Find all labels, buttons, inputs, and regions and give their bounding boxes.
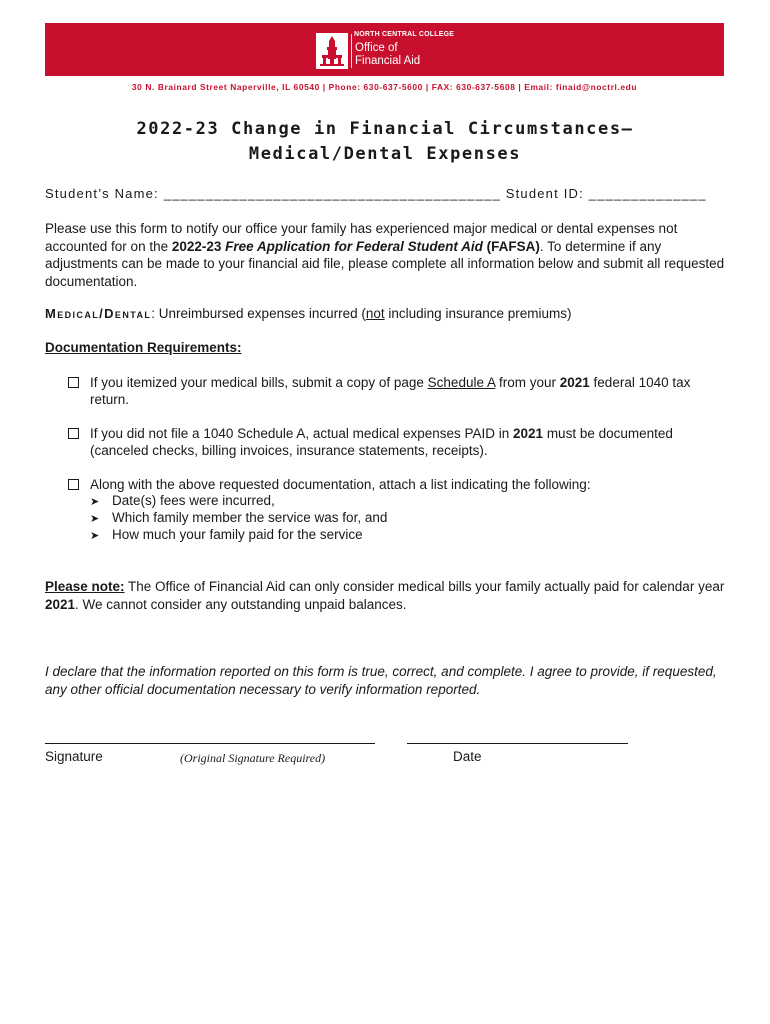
please-note-paragraph xyxy=(45,578,735,613)
page-title-line1: 2022-23 Change in Financial Circumstances– xyxy=(136,119,634,139)
arrow-bullet-icon: ➤ xyxy=(90,513,100,525)
page-title-line2: Medical/Dental Expenses xyxy=(248,144,522,164)
medical-text-2: including insurance premiums) xyxy=(384,306,572,321)
date-label: Date xyxy=(453,749,482,764)
student-id-label: Student ID: xyxy=(505,186,584,201)
student-fields xyxy=(45,186,707,201)
note-label: Please note: xyxy=(45,579,125,594)
checkbox-icon[interactable] xyxy=(68,479,79,490)
note-year: 2021 xyxy=(45,596,76,612)
signature-hint: (Original Signature Required) xyxy=(180,751,326,765)
intro-text-1: Please use this form to notify our office your family has experienced major medical or dental expenses not accounted for on the xyxy=(45,221,678,254)
arrow-bullet-icon: ➤ xyxy=(90,496,100,508)
list-item xyxy=(90,493,275,508)
header-banner xyxy=(45,23,724,76)
list-item xyxy=(90,527,363,542)
subitem-text: How much your family paid for the service xyxy=(112,527,363,542)
list-item xyxy=(90,510,387,525)
item3-text: Along with the above requested documentation, attach a list indicating the following: xyxy=(90,477,591,492)
college-logo xyxy=(316,31,476,71)
checkbox-icon[interactable] xyxy=(68,428,79,439)
intro-year: 2022-23 xyxy=(171,238,226,254)
fafsa-acronym: (FAFSA) xyxy=(482,238,540,254)
student-id-field[interactable]: ______________ xyxy=(588,186,707,201)
signature-label: Signature xyxy=(45,749,103,764)
medical-dental-line xyxy=(45,305,735,323)
note-text-2: . We cannot consider any outstanding unpaid balances. xyxy=(75,596,407,612)
item1-text-1: If you itemized your medical bills, submit a copy of page xyxy=(90,375,428,390)
item2-year: 2021 xyxy=(513,426,544,441)
logo-divider xyxy=(351,34,352,68)
student-name-label: Student’s Name: xyxy=(45,186,159,201)
documentation-heading: Documentation Requirements: xyxy=(45,340,242,355)
item1-year: 2021 xyxy=(559,375,590,390)
schedule-a-text: Schedule A xyxy=(427,375,496,390)
intro-text-2: . To determine if any adjustments can be made to your financial aid file, please complete all information below and submit all requested documentation. xyxy=(45,238,725,289)
medical-dental-label: Medical/Dental xyxy=(45,306,152,321)
intro-paragraph xyxy=(45,220,735,290)
note-text-1: The Office of Financial Aid can only consider medical bills your family actually paid for calendar year xyxy=(124,579,725,594)
college-name: NORTH CENTRAL COLLEGE xyxy=(354,31,455,38)
fafsa-name: Free Application for Federal Student Aid xyxy=(225,238,483,254)
item1-text-2: from your xyxy=(495,375,560,390)
declaration-statement: I declare that the information reported on this form is true, correct, and complete. I agree to provide, if requested, any other official documentation necessary to verify information reported. xyxy=(45,664,717,697)
medical-not: not xyxy=(365,306,385,321)
date-field[interactable] xyxy=(407,733,628,744)
arrow-bullet-icon: ➤ xyxy=(90,530,100,542)
tower-logo-icon xyxy=(316,33,348,69)
item2-text-1: If you did not file a 1040 Schedule A, actual medical expenses PAID in xyxy=(90,426,514,441)
subitem-text: Date(s) fees were incurred, xyxy=(112,493,275,508)
medical-text-1: : Unreimbursed expenses incurred ( xyxy=(151,306,366,321)
student-name-field[interactable]: ________________________________________ xyxy=(163,186,501,201)
office-name-line1: Office of xyxy=(355,42,398,54)
item2-text-2: must be documented (canceled checks, billing invoices, insurance statements, receipts). xyxy=(90,426,673,458)
item1-text-3: federal 1040 tax return. xyxy=(90,375,691,407)
subitem-text: Which family member the service was for, and xyxy=(112,510,388,525)
checkbox-icon[interactable] xyxy=(68,377,79,388)
office-name-line2: Financial Aid xyxy=(355,55,421,67)
signature-field[interactable] xyxy=(45,733,375,744)
contact-info: 30 N. Brainard Street Naperville, IL 60540 | Phone: 630-637-5600 | FAX: 630-637-5608 | Email: finaid@noctrl.edu xyxy=(131,82,638,92)
